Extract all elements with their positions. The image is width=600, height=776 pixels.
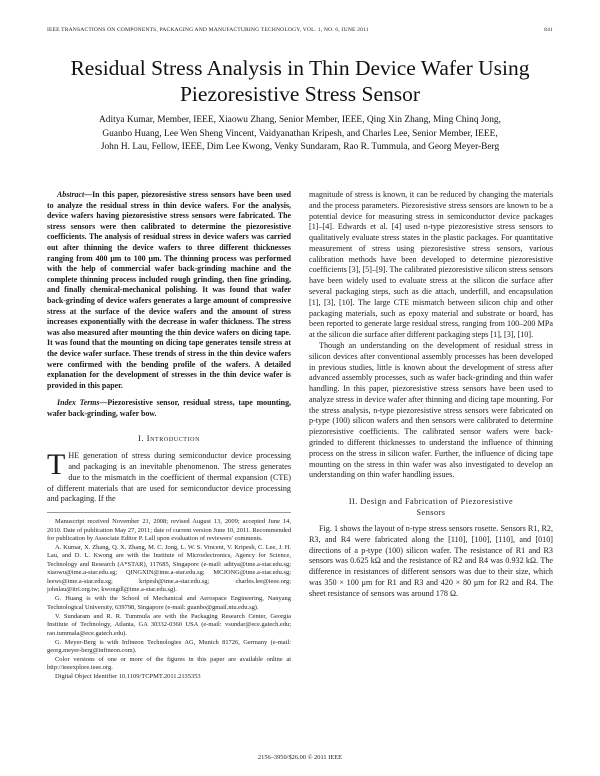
page-number: 841 bbox=[544, 27, 553, 33]
index-terms-text: Piezoresistive sensor, residual stress, tape mounting, wafer back-grinding, wafer bow. bbox=[47, 398, 291, 418]
footnote-affiliation-infineon: G. Meyer-Berg is with Infineon Technologies AG, Munich 81726, Germany (e-mail: georg.meyer-berg@infineon.com). bbox=[47, 638, 291, 654]
footnote-color-versions: Color versions of one or more of the figures in this paper are available online at http://ieeexplore.ieee.org. bbox=[47, 655, 291, 672]
section-heading-introduction: I. Introduction bbox=[137, 434, 201, 444]
footnote-affiliation-ntu: G. Huang is with the School of Mechanical and Aerospace Engineering, Nanyang Technological University, 639798, Singapore (e-mail: guanbo@gmail.ntu.edu.sg). bbox=[47, 595, 291, 611]
abstract-text: In this paper, piezoresistive stress sensors have been used to analyze the residual stress in thin device wafers. For the analysis, device wafers having piezoresistive stress sensors were fabricated. The stress sensors were then calibrated to determine the piezoresistive coefficients. The analysis of residual stress in device wafers was carried out after thinning the device wafers to three different thicknesses ranging from 400 μm to 100 μm. The thinning process was performed with the help of commercial wafer back-grinding machine and the complete thinning process included rough grinding, then fine grinding, and finally chemical-mechanical polishing. It was found that wafer back-grinding of device wafers generates a large amount of compressive stress at the surface of the device wafers and the amount of stress increases exponentially with the decrease in wafer thickness. The stress was also measured after mounting the thin device wafers on dicing tape. It was found that the mounting on dicing tape generates tensile stress at the device wafer surface. These trends of stress in the thin device wafers were confirmed with the bending profile of the wafers. A detailed explanation for the development of stresses in the thin device wafer is provided in this paper. bbox=[47, 190, 291, 390]
intro-paragraph bbox=[47, 448, 291, 505]
section-heading-line: Sensors bbox=[416, 508, 446, 518]
author-line: Aditya Kumar, Member, IEEE, Xiaowu Zhang, Senior Member, IEEE, Qing Xin Zhang, Ming Chinq Jong, bbox=[99, 115, 501, 125]
copyright-code: 2156–3950/$26.00 © 2011 IEEE bbox=[257, 754, 343, 761]
body-paragraph: magnitude of stress is known, it can be reduced by changing the materials and the process parameters. Piezoresistive stress sensors are known to be a potential device for measuring stress in semiconductor device packages [1]–[4]. Edwards et al. [4] used n-type piezoresistive stress sensors to qualitatively evaluate stress states in the plastic packages. For quantitative measurement of stress using piezoresistive stress sensors, various calibration methods have been developed to determine piezoresistive coefficients [3], [5]–[9]. The calibrated piezoresistive silicon stress sensors have been widely used to evaluate stress at the silicon die surface after several packaging steps, such as die attach, underfill, and encapsulation [1], [3], [10]. The large CTE mismatch between silicon chip and other packaging materials, such as epoxy material and substrate or board, has been reported to generate large residual stress, ranging from 100–200 MPa at the silicon die surface after different packaging steps [1], [3], [10]. bbox=[309, 190, 553, 340]
footnote-doi: Digital Object Identifier 10.1109/TCPMT.2011.2135353 bbox=[55, 673, 201, 681]
index-terms-lead: Index Terms bbox=[57, 398, 100, 408]
left-column bbox=[47, 190, 291, 682]
paper-title: Residual Stress Analysis in Thin Device Wafer Using Piezoresistive Stress Sensor bbox=[70, 56, 530, 106]
author-line: Guanbo Huang, Lee Wen Sheng Vincent, Vaidyanathan Kripesh, and Charles Lee, Senior Member, IEEE, bbox=[102, 128, 498, 139]
footnote-affiliation-ime: A. Kumar, X. Zhang, Q. X. Zhang, M. C. Jong, L. W. S. Vincent, V. Kripesh, C. Lee, J. H. Lau, and D. L. Kwong are with the Institute of Microelectronics, Agency for Science, Technology and Research (A*STAR), 117685, Singapore (e-mail: aditya@ime.a-star.edu.sg; xiaowu@ime.a-star.edu.sg; QINGXIN@ime.a-star.edu.sg; MCJONG@ime.a-star.edu.sg; leews@ime.a-star.edu.sg; kripesh@ime.a-star.edu.sg; charles.lee@ieee.org; johnlau@itri.org.tw; kwongdl@ime.a-star.edu.sg). bbox=[47, 544, 291, 594]
footnote-affiliation-gatech: V. Sundaram and R. R. Tummula are with the Packaging Research Center, Georgia Institute of Technology, Atlanta, GA 30332-0360 USA (e-mail: vsundar@ece.gatech.edu; rao.tummala@ece.gatech.edu). bbox=[47, 612, 291, 637]
footnotes bbox=[47, 512, 291, 682]
footnote-manuscript: Manuscript received November 21, 2008; revised August 13, 2009; accepted June 14, 2010. Date of publication May 27, 2011; date of current version June 10, 2011. Recommended for publication by Associate Editor P. Lall upon evaluation of reviewers' comments. bbox=[47, 518, 291, 543]
abstract-lead: Abstract bbox=[57, 190, 85, 199]
author-list bbox=[40, 114, 560, 155]
journal-header: IEEE TRANSACTIONS ON COMPONENTS, PACKAGING AND MANUFACTURING TECHNOLOGY, VOL. 1, NO. 6, JUNE 2011 bbox=[47, 27, 369, 33]
author-line: John H. Lau, Fellow, IEEE, Dim Lee Kwong, Venky Sundaram, Rao R. Tummula, and Georg Meyer-Berg bbox=[100, 142, 500, 153]
abstract: Abstract—In this paper, piezoresistive stress sensors have been used to analyze the residual stress in thin device wafers. For the analysis, device wafers having piezoresistive stress sensors were fabricated. The stress sensors were then calibrated to determine the piezoresistive coefficients. The analysis of residual stress in device wafers was carried out after thinning the device wafers to three different thicknesses ranging from 400 μm to 100 μm. The thinning process was performed with the help of commercial wafer back-grinding machine and the complete thinning process included rough grinding, then fine grinding, and finally chemical-mechanical polishing. It was found that wafer back-grinding of device wafers generates a large amount of compressive stress at the surface of the device wafers and the amount of stress increases exponentially with the decrease in wafer thickness. The stress was also measured after mounting the thin device wafers on dicing tape. It was found that the mounting on dicing tape generates tensile stress at the device wafer surface. These trends of stress in the thin device wafers were confirmed with the bending profile of the wafers. A detailed explanation for the development of stresses in the thin device wafer is provided in this paper. bbox=[47, 190, 291, 390]
intro-text: HE generation of stress during semiconductor device processing and packaging is an inevitable phenomenon. The stress generates due to the mismatch in the coefficient of thermal expansion (CTE) of different materials that are used for semiconductor device processing and packaging. If the bbox=[47, 451, 291, 504]
section-heading-line: II. Design and Fabrication of Piezoresistive bbox=[348, 497, 514, 507]
section-heading-design bbox=[309, 496, 553, 518]
running-header bbox=[47, 27, 553, 33]
body-paragraph: Though an understanding on the development of residual stress in silicon devices after conventional assembly processes has been developed in previous studies, little is known about the development of stress after advanced assembly processes, such as wafer back-grinding and thin wafer handling. In this paper, piezoresistive stress sensors have been used to analyze stress in device wafer after thinning and dicing tape mounting. For the stress analysis, n-type piezoresistive stress sensors were fabricated on p-type (100) silicon wafers and then sensors were calibrated to determine piezoresistive coefficients. The calibrated sensor wafers were back-grinded to different thicknesses to understand the influence of thinning process on the stress in silicon wafer. Further, the influence of dicing tape mounting on the stress in thin wafer was also investigated to develop an understanding on thin wafer handling issues. bbox=[309, 340, 553, 480]
body-paragraph: Fig. 1 shows the layout of n-type stress sensors rosette. Sensors R1, R2, R3, and R4 were fabricated along the [110], [100], [110], and [010] directions of a p-type (100) silicon wafer. The resistance of R1 and R3 sensors was 0.625 kΩ and the resistance of R2 and R4 was 0.932 kΩ. The difference in resistances of different sensors was due to their size, which was 350 × 100 μm for R1 and R3 and 420 × 80 μm for R2 and R4. The sheet resistance of sensors was around 178 Ω. bbox=[309, 524, 553, 598]
index-terms: Index Terms—Piezoresistive sensor, residual stress, tape mounting, wafer back-grinding, wafer bow. bbox=[47, 398, 291, 418]
right-column bbox=[309, 190, 553, 600]
drop-cap: T bbox=[47, 448, 66, 482]
